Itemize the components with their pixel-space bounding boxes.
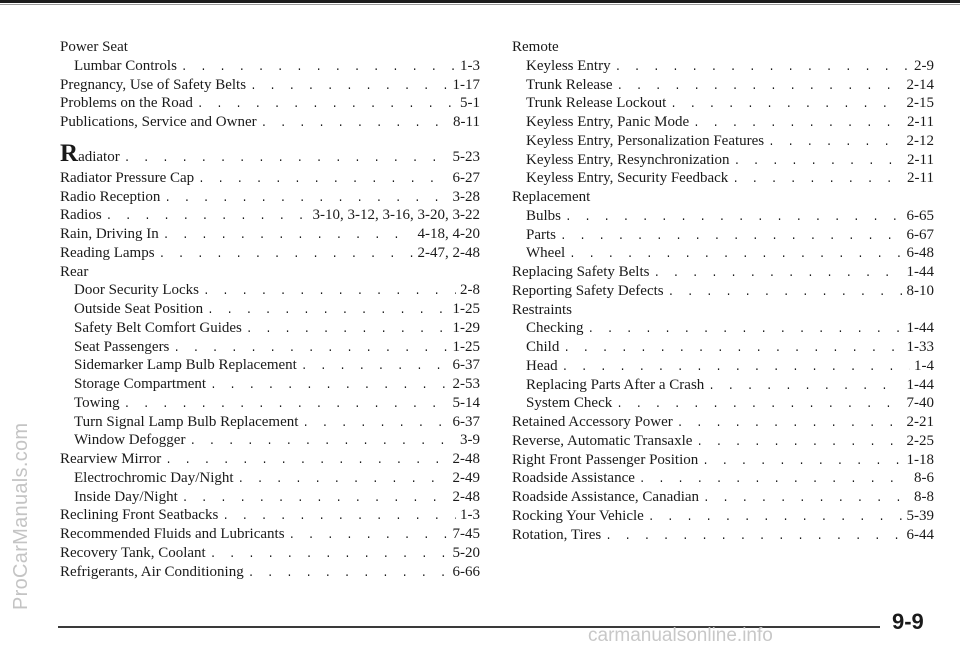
entry-label: Trunk Release bbox=[526, 76, 613, 93]
index-subentry bbox=[60, 488, 480, 507]
index-subentry bbox=[512, 319, 934, 338]
index-entry bbox=[512, 526, 934, 545]
entry-label: Trunk Release Lockout bbox=[526, 95, 667, 112]
entry-label: Rain, Driving In bbox=[60, 226, 159, 242]
index-entry bbox=[512, 488, 934, 507]
entry-page-ref: 8-6 bbox=[914, 470, 934, 487]
entry-page-ref: 8-11 bbox=[453, 114, 480, 130]
index-entry bbox=[60, 506, 480, 525]
entry-label: Recommended Fluids and Lubricants bbox=[60, 526, 285, 542]
dot-leader bbox=[565, 209, 902, 228]
entry-page-ref: 1-25 bbox=[452, 301, 480, 317]
entry-label: Radios bbox=[60, 207, 102, 224]
dot-leader bbox=[163, 227, 414, 246]
dot-leader bbox=[159, 246, 414, 265]
entry-label: Head bbox=[526, 357, 558, 374]
index-entry bbox=[60, 139, 480, 169]
dot-leader bbox=[708, 378, 902, 397]
index-subentry bbox=[60, 375, 480, 394]
entry-label: Problems on the Road bbox=[60, 95, 193, 112]
dot-leader bbox=[588, 321, 903, 340]
entry-page-ref: 1-25 bbox=[452, 338, 480, 355]
entry-page-ref: 2-53 bbox=[452, 376, 480, 392]
index-entry bbox=[512, 432, 934, 451]
entry-page-ref: 2-11 bbox=[907, 114, 934, 130]
dot-leader bbox=[768, 134, 902, 153]
entry-label: Pregnancy, Use of Safety Belts bbox=[60, 76, 247, 93]
index-entry bbox=[512, 188, 934, 207]
dot-leader bbox=[702, 453, 902, 472]
entry-label: Replacing Safety Belts bbox=[512, 264, 650, 280]
index-entry bbox=[512, 507, 934, 526]
entry-label: Reclining Front Seatbacks bbox=[60, 507, 219, 524]
entry-page-ref: 2-12 bbox=[906, 132, 934, 149]
index-entry bbox=[512, 38, 934, 57]
index-subentry bbox=[60, 431, 480, 450]
entry-page-ref: 6-65 bbox=[906, 207, 934, 224]
entry-page-ref: 6-66 bbox=[452, 563, 480, 580]
index-subentry bbox=[512, 151, 934, 170]
entry-label: Checking bbox=[526, 320, 584, 337]
entry-page-ref: 2-49 bbox=[452, 469, 480, 486]
index-entry bbox=[512, 469, 934, 488]
dot-leader bbox=[677, 415, 903, 434]
entry-label: Safety Belt Comfort Guides bbox=[74, 319, 242, 336]
entry-label: Retained Accessory Power bbox=[512, 414, 673, 430]
entry-label: Keyless Entry, Security Feedback bbox=[526, 170, 729, 187]
top-rule bbox=[0, 0, 960, 3]
dot-leader bbox=[653, 265, 902, 284]
entry-label: Reading Lamps bbox=[60, 244, 155, 261]
index-entry bbox=[60, 225, 480, 244]
entry-label: Rear bbox=[60, 263, 89, 280]
entry-page-ref: 3-10, 3-12, 3-16, 3-20, 3-22 bbox=[312, 207, 480, 224]
dot-leader bbox=[203, 283, 456, 302]
index-entry bbox=[60, 206, 480, 225]
entry-page-ref: 2-25 bbox=[906, 432, 934, 449]
entry-label bbox=[60, 139, 120, 170]
entry-label: Inside Day/Night bbox=[74, 488, 178, 505]
entry-label: Remote bbox=[512, 39, 559, 55]
entry-label: Power Seat bbox=[60, 39, 128, 55]
entry-page-ref: 4-18, 4-20 bbox=[417, 226, 480, 242]
dot-leader bbox=[238, 471, 449, 490]
dot-leader bbox=[696, 434, 902, 453]
entry-page-ref: 1-29 bbox=[452, 319, 480, 336]
entry-label: Replacing Parts After a Crash bbox=[526, 376, 705, 393]
entry-label: Towing bbox=[74, 394, 120, 411]
entry-page-ref: 2-8 bbox=[460, 282, 480, 299]
entry-page-ref: 5-20 bbox=[452, 544, 480, 561]
dot-leader bbox=[261, 115, 449, 134]
page-number: 9-9 bbox=[892, 609, 924, 634]
index-subentry bbox=[512, 113, 934, 132]
entry-page-ref: 1-17 bbox=[452, 76, 480, 93]
entry-page-ref: 6-27 bbox=[452, 169, 480, 186]
entry-page-ref: 2-11 bbox=[907, 170, 934, 187]
top-rule-thin bbox=[0, 4, 960, 5]
dot-leader bbox=[198, 171, 448, 190]
entry-page-ref: 5-23 bbox=[452, 148, 480, 165]
dot-leader bbox=[670, 96, 902, 115]
entry-page-ref: 7-40 bbox=[906, 395, 934, 412]
entry-label-text: adiator bbox=[78, 148, 120, 165]
entry-page-ref: 8-8 bbox=[914, 489, 934, 505]
index-column-right bbox=[512, 38, 934, 544]
entry-label: Storage Compartment bbox=[74, 376, 207, 392]
index-subentry bbox=[60, 300, 480, 319]
entry-label: Rotation, Tires bbox=[512, 526, 602, 543]
index-entry bbox=[60, 450, 480, 469]
entry-page-ref: 5-14 bbox=[452, 394, 480, 411]
dot-leader bbox=[732, 171, 903, 190]
dot-leader bbox=[250, 78, 448, 97]
entry-page-ref: 3-28 bbox=[452, 188, 480, 205]
entry-label: Electrochromic Day/Night bbox=[74, 469, 234, 486]
entry-label: Refrigerants, Air Conditioning bbox=[60, 563, 244, 580]
entry-page-ref: 3-9 bbox=[460, 432, 480, 449]
entry-label: Turn Signal Lamp Bulb Replacement bbox=[74, 413, 299, 430]
entry-page-ref: 2-21 bbox=[906, 414, 934, 430]
dot-leader bbox=[302, 415, 448, 434]
entry-label: Right Front Passenger Position bbox=[512, 451, 699, 468]
index-entry bbox=[60, 544, 480, 563]
entry-page-ref: 1-3 bbox=[460, 57, 480, 74]
entry-label: Keyless Entry bbox=[526, 57, 611, 74]
entry-label: Roadside Assistance, Canadian bbox=[512, 489, 700, 505]
entry-page-ref: 6-37 bbox=[452, 413, 480, 430]
entry-label: Restraints bbox=[512, 301, 572, 318]
index-entry bbox=[60, 94, 480, 113]
dot-leader bbox=[734, 153, 903, 172]
index-subentry bbox=[60, 413, 480, 432]
index-entry bbox=[60, 76, 480, 95]
index-subentry bbox=[60, 281, 480, 300]
dot-leader bbox=[648, 509, 903, 528]
dot-leader bbox=[605, 528, 902, 547]
dot-leader bbox=[560, 228, 903, 247]
index-entry bbox=[512, 413, 934, 432]
entry-label: Rocking Your Vehicle bbox=[512, 507, 644, 524]
entry-page-ref: 1-3 bbox=[460, 507, 480, 524]
entry-page-ref: 6-37 bbox=[452, 357, 480, 374]
index-subentry bbox=[60, 469, 480, 488]
dot-leader bbox=[615, 59, 910, 78]
index-subentry bbox=[512, 376, 934, 395]
index-subentry bbox=[512, 338, 934, 357]
entry-page-ref: 2-11 bbox=[907, 151, 934, 168]
dot-leader bbox=[301, 358, 449, 377]
index-subentry bbox=[512, 394, 934, 413]
dot-leader bbox=[668, 284, 903, 303]
entry-page-ref: 2-15 bbox=[906, 95, 934, 112]
dot-leader bbox=[563, 340, 902, 359]
index-entry bbox=[512, 263, 934, 282]
entry-label: Radiator Pressure Cap bbox=[60, 169, 195, 186]
entry-page-ref: 2-9 bbox=[914, 57, 934, 74]
entry-label: Child bbox=[526, 339, 560, 355]
entry-page-ref: 1-33 bbox=[906, 339, 934, 355]
entry-page-ref: 6-48 bbox=[906, 245, 934, 262]
index-subentry bbox=[512, 57, 934, 76]
index-subentry bbox=[512, 357, 934, 376]
entry-label: Bulbs bbox=[526, 207, 562, 224]
dot-leader bbox=[703, 490, 910, 509]
entry-page-ref: 1-44 bbox=[906, 376, 934, 393]
entry-label: Recovery Tank, Coolant bbox=[60, 544, 206, 561]
entry-label: Lumbar Controls bbox=[74, 57, 177, 74]
entry-label: Radio Reception bbox=[60, 188, 161, 205]
entry-label: Wheel bbox=[526, 245, 566, 262]
dot-leader bbox=[248, 565, 449, 584]
bottom-watermark: carmanualsonline.info bbox=[588, 625, 773, 646]
entry-page-ref: 1-44 bbox=[906, 264, 934, 280]
entry-page-ref: 1-44 bbox=[906, 320, 934, 337]
entry-page-ref: 1-4 bbox=[914, 357, 934, 374]
dot-leader bbox=[246, 321, 449, 340]
index-subentry bbox=[512, 132, 934, 151]
index-subentry bbox=[512, 94, 934, 113]
dot-leader bbox=[210, 377, 448, 396]
section-initial: R bbox=[60, 139, 79, 167]
index-entry bbox=[512, 451, 934, 470]
index-entry bbox=[60, 244, 480, 263]
entry-page-ref: 2-48 bbox=[452, 488, 480, 505]
dot-leader bbox=[289, 527, 449, 546]
entry-page-ref: 2-48 bbox=[452, 451, 480, 467]
entry-page-ref: 6-67 bbox=[906, 226, 934, 243]
index-entry bbox=[512, 282, 934, 301]
index-subentry bbox=[60, 394, 480, 413]
index-subentry bbox=[512, 207, 934, 226]
entry-page-ref: 8-10 bbox=[906, 282, 934, 299]
entry-label: Keyless Entry, Panic Mode bbox=[526, 114, 690, 130]
entry-label: Door Security Locks bbox=[74, 282, 199, 299]
index-entry bbox=[60, 113, 480, 132]
dot-leader bbox=[207, 302, 448, 321]
entry-label: Sidemarker Lamp Bulb Replacement bbox=[74, 357, 297, 374]
entry-label: Keyless Entry, Personalization Features bbox=[526, 132, 765, 149]
index-subentry bbox=[60, 57, 480, 76]
index-subentry bbox=[60, 356, 480, 375]
entry-label: Window Defogger bbox=[74, 432, 186, 449]
entry-label: Seat Passengers bbox=[74, 338, 170, 355]
index-entry bbox=[60, 38, 480, 57]
dot-leader bbox=[182, 490, 449, 509]
entry-label: Reverse, Automatic Transaxle bbox=[512, 432, 693, 449]
index-subentry bbox=[512, 244, 934, 263]
index-entry bbox=[60, 263, 480, 282]
index-subentry bbox=[60, 338, 480, 357]
index-subentry bbox=[512, 226, 934, 245]
index-entry bbox=[512, 301, 934, 320]
entry-label: Rearview Mirror bbox=[60, 451, 162, 467]
entry-label: System Check bbox=[526, 395, 613, 412]
entry-label: Keyless Entry, Resynchronization bbox=[526, 151, 730, 168]
index-entry bbox=[60, 188, 480, 207]
side-watermark: ProCarManuals.com bbox=[10, 422, 32, 610]
index-entry bbox=[60, 525, 480, 544]
entry-page-ref: 5-1 bbox=[460, 95, 480, 112]
entry-page-ref: 7-45 bbox=[452, 526, 480, 542]
index-subentry bbox=[512, 76, 934, 95]
entry-page-ref: 2-47, 2-48 bbox=[417, 244, 480, 261]
entry-page-ref: 5-39 bbox=[906, 507, 934, 524]
entry-label: Replacement bbox=[512, 189, 591, 205]
index-entry bbox=[60, 563, 480, 582]
dot-leader bbox=[210, 546, 449, 565]
entry-page-ref: 6-44 bbox=[906, 526, 934, 543]
dot-leader bbox=[189, 433, 456, 452]
entry-label: Roadside Assistance bbox=[512, 470, 635, 487]
entry-label: Outside Seat Position bbox=[74, 301, 204, 317]
entry-label: Reporting Safety Defects bbox=[512, 282, 664, 299]
index-subentry bbox=[60, 319, 480, 338]
entry-page-ref: 1-18 bbox=[906, 451, 934, 468]
entry-label: Parts bbox=[526, 226, 556, 243]
entry-page-ref: 2-14 bbox=[906, 76, 934, 93]
index-column-left bbox=[60, 38, 480, 581]
index-entry bbox=[60, 169, 480, 188]
entry-label: Publications, Service and Owner bbox=[60, 114, 257, 130]
index-subentry bbox=[512, 169, 934, 188]
